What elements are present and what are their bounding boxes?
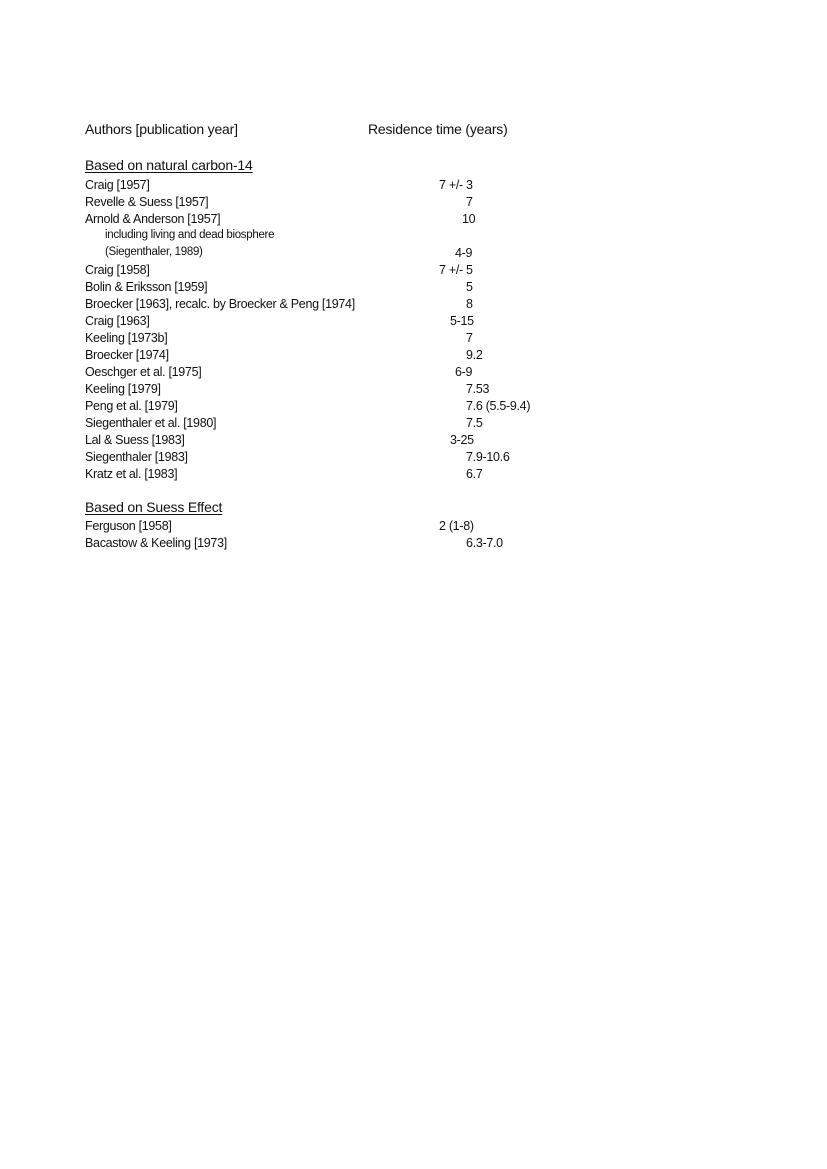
table-row <box>0 382 827 399</box>
table-row <box>0 433 827 450</box>
table-row <box>0 297 827 314</box>
author-cell: (Siegenthaler, 1989) <box>105 246 203 258</box>
residence-time-column-header: Residence time (years) <box>368 121 508 137</box>
residence-time-cell: 7 +/- 5 <box>439 263 473 277</box>
author-cell: Broecker [1974] <box>85 348 169 362</box>
table-row <box>0 212 827 229</box>
residence-time-cell: 7 +/- 3 <box>439 178 473 192</box>
residence-time-cell: 7.5 <box>466 416 483 430</box>
residence-time-cell: 6.7 <box>466 467 483 481</box>
author-cell: Lal & Suess [1983] <box>85 433 185 447</box>
table-row <box>0 467 827 484</box>
author-cell: Siegenthaler et al. [1980] <box>85 416 217 430</box>
section-title: Based on natural carbon-14 <box>85 157 253 173</box>
table-row <box>0 195 827 212</box>
author-cell: Revelle & Suess [1957] <box>85 195 209 209</box>
author-cell: Broecker [1963], recalc. by Broecker & Peng [1974] <box>85 297 355 311</box>
residence-time-cell: 6.3-7.0 <box>466 536 503 550</box>
author-cell: Bolin & Eriksson [1959] <box>85 280 208 294</box>
residence-time-cell: 7.53 <box>466 382 490 396</box>
table-row <box>0 229 827 246</box>
author-cell: Siegenthaler [1983] <box>85 450 188 464</box>
residence-time-cell: 10 <box>462 212 476 226</box>
table-row <box>0 365 827 382</box>
residence-time-cell: 4-9 <box>455 246 473 260</box>
author-cell: Craig [1963] <box>85 314 150 328</box>
residence-time-cell: 9.2 <box>466 348 483 362</box>
residence-time-cell: 7 <box>466 331 473 345</box>
author-cell: Keeling [1979] <box>85 382 161 396</box>
table-row <box>0 399 827 416</box>
residence-time-cell: 8 <box>466 297 473 311</box>
residence-time-cell: 3-25 <box>450 433 474 447</box>
table-row <box>0 280 827 297</box>
residence-time-cell: 5-15 <box>450 314 474 328</box>
author-cell: Ferguson [1958] <box>85 519 172 533</box>
table-row <box>0 246 827 263</box>
author-cell: Arnold & Anderson [1957] <box>85 212 221 226</box>
table-row <box>0 348 827 365</box>
table-row <box>0 314 827 331</box>
residence-time-cell: 5 <box>466 280 473 294</box>
table-row <box>0 450 827 467</box>
table-row <box>0 263 827 280</box>
table-row <box>0 519 827 536</box>
table-row <box>0 331 827 348</box>
author-cell: Kratz et al. [1983] <box>85 467 178 481</box>
author-cell: Keeling [1973b] <box>85 331 168 345</box>
table-row <box>0 536 827 553</box>
section-title: Based on Suess Effect <box>85 499 223 515</box>
residence-time-cell: 2 (1-8) <box>439 519 474 533</box>
table-row <box>0 416 827 433</box>
residence-time-cell: 7 <box>466 195 473 209</box>
residence-time-cell: 7.6 (5.5-9.4) <box>466 399 531 413</box>
author-cell: Bacastow & Keeling [1973] <box>85 536 227 550</box>
table-row <box>0 178 827 195</box>
author-cell: Peng et al. [1979] <box>85 399 178 413</box>
residence-time-cell: 6-9 <box>455 365 473 379</box>
author-cell: Craig [1958] <box>85 263 150 277</box>
author-cell: Oeschger et al. [1975] <box>85 365 202 379</box>
authors-column-header: Authors [publication year] <box>85 121 238 137</box>
residence-time-cell: 7.9-10.6 <box>466 450 510 464</box>
author-cell: Craig [1957] <box>85 178 150 192</box>
author-cell: including living and dead biosphere <box>105 229 275 241</box>
